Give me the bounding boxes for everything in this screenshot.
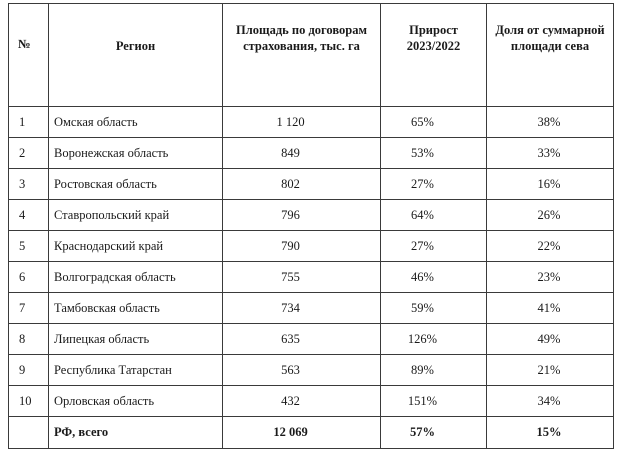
- header-area: Площадь по договорам страхования, тыс. га: [223, 4, 381, 107]
- cell-region: Ставропольский край: [49, 200, 223, 231]
- table-row: [9, 262, 614, 293]
- cell-region: Ростовская область: [49, 169, 223, 200]
- cell-region: Липецкая область: [49, 324, 223, 355]
- cell-num: 5: [9, 231, 49, 262]
- cell-num: 7: [9, 293, 49, 324]
- cell-area: 796: [223, 200, 381, 231]
- table-row: [9, 107, 614, 138]
- cell-region: РФ, всего: [49, 417, 223, 449]
- table-row: [9, 169, 614, 200]
- cell-area: 734: [223, 293, 381, 324]
- cell-area: 849: [223, 138, 381, 169]
- cell-region: Республика Татарстан: [49, 355, 223, 386]
- table-row: [9, 200, 614, 231]
- table-total-row: [9, 417, 614, 449]
- header-num: №: [9, 4, 49, 107]
- table-row: [9, 324, 614, 355]
- cell-area: 1 120: [223, 107, 381, 138]
- cell-growth: 46%: [381, 262, 487, 293]
- cell-growth: 65%: [381, 107, 487, 138]
- cell-share: 22%: [487, 231, 614, 262]
- cell-num: 6: [9, 262, 49, 293]
- cell-region: Орловская область: [49, 386, 223, 417]
- header-region: Регион: [49, 4, 223, 107]
- cell-growth: 27%: [381, 169, 487, 200]
- header-share: Доля от суммарной площади сева: [487, 4, 614, 107]
- table-row: [9, 355, 614, 386]
- table-header-row: [9, 4, 614, 107]
- cell-growth: 59%: [381, 293, 487, 324]
- cell-area: 12 069: [223, 417, 381, 449]
- cell-share: 33%: [487, 138, 614, 169]
- cell-num: 4: [9, 200, 49, 231]
- cell-growth: 151%: [381, 386, 487, 417]
- cell-region: Краснодарский край: [49, 231, 223, 262]
- cell-share: 38%: [487, 107, 614, 138]
- cell-num: 8: [9, 324, 49, 355]
- cell-share: 49%: [487, 324, 614, 355]
- cell-growth: 57%: [381, 417, 487, 449]
- insurance-area-table: [8, 3, 614, 449]
- cell-area: 432: [223, 386, 381, 417]
- cell-num: 1: [9, 107, 49, 138]
- cell-region: Воронежская область: [49, 138, 223, 169]
- cell-num: 3: [9, 169, 49, 200]
- table-row: [9, 293, 614, 324]
- cell-share: 16%: [487, 169, 614, 200]
- cell-area: 790: [223, 231, 381, 262]
- cell-num: 9: [9, 355, 49, 386]
- cell-region: Волгоградская область: [49, 262, 223, 293]
- cell-region: Тамбовская область: [49, 293, 223, 324]
- cell-num: [9, 417, 49, 449]
- cell-share: 41%: [487, 293, 614, 324]
- cell-num: 10: [9, 386, 49, 417]
- table-row: [9, 386, 614, 417]
- header-growth: Прирост 2023/2022: [381, 4, 487, 107]
- cell-growth: 126%: [381, 324, 487, 355]
- cell-region: Омская область: [49, 107, 223, 138]
- cell-growth: 64%: [381, 200, 487, 231]
- cell-area: 802: [223, 169, 381, 200]
- cell-area: 755: [223, 262, 381, 293]
- cell-growth: 53%: [381, 138, 487, 169]
- cell-num: 2: [9, 138, 49, 169]
- cell-area: 563: [223, 355, 381, 386]
- cell-share: 34%: [487, 386, 614, 417]
- table-row: [9, 231, 614, 262]
- table-row: [9, 138, 614, 169]
- cell-share: 21%: [487, 355, 614, 386]
- cell-share: 15%: [487, 417, 614, 449]
- cell-growth: 27%: [381, 231, 487, 262]
- cell-area: 635: [223, 324, 381, 355]
- cell-growth: 89%: [381, 355, 487, 386]
- cell-share: 26%: [487, 200, 614, 231]
- cell-share: 23%: [487, 262, 614, 293]
